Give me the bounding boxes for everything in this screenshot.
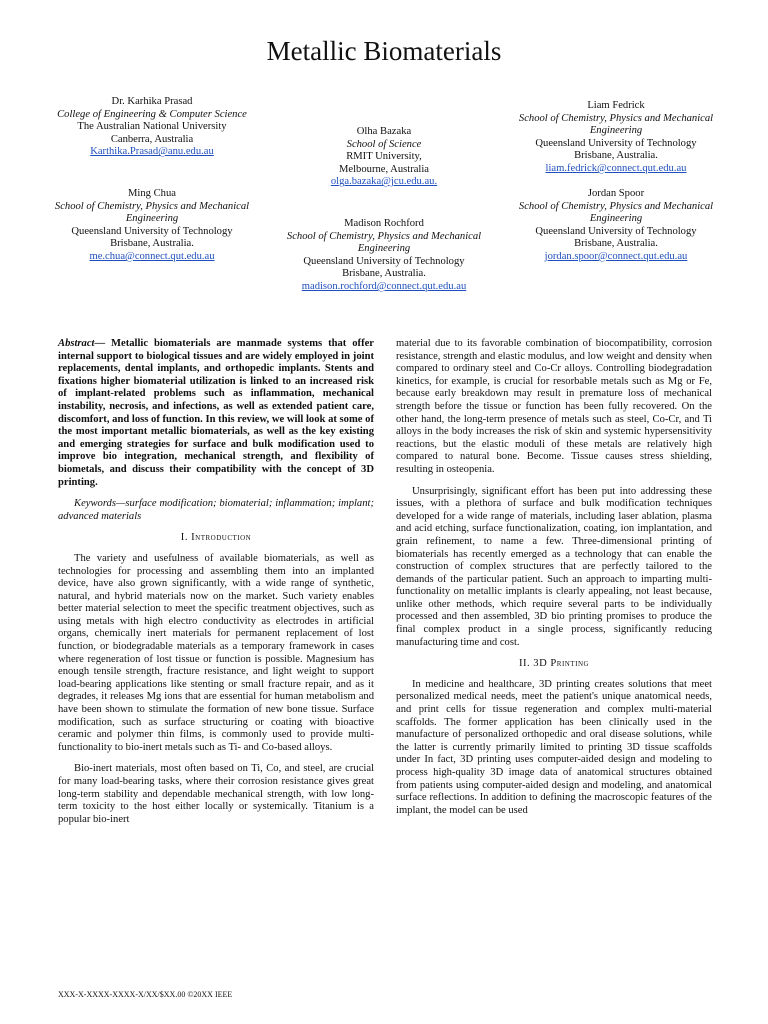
body-paragraph: Unsurprisingly, significant effort has been put into addressing these issues, with a plethora of surface and bulk modification techniques developed for a wide range of materials, including laser ablation, plasma and acid etching, surface functionalization, coating, ion implantation, and grain refinement, to name a few. Three-dimensional printing of biomaterials has recently emerged as a technology that can enable the construction of complex structures that are perfectly tailored to the demands of the particular patient. Such an approach to imparting multi-functionality on metallic implants is clearly appealing, not least because, unlike other methods, which require several parts to be individually processed and then assembled, 3D bio printing promises to produce the final complex product in a single process, significantly reducing manufacturing time and cost.	[396, 485, 712, 648]
author-institution: Queensland University of Technology	[303, 255, 465, 267]
author-location: Brisbane, Australia.	[110, 238, 194, 250]
author-location: Brisbane, Australia.	[574, 150, 658, 162]
printing-paragraph: In medicine and healthcare, 3D printing creates solutions that meet personalized medical needs, meet the patient's unique anatomical needs, and print cells for tissue regeneration and complex multi-material scaffolds. The former application has been clinically used in the manufacture of personalized orthopedic and oral disease solutions, while the latter is currently primarily limited to printing 3D tissue scaffolds under In fact, 3D printing uses computer-aided design and modeling to process high-quality 3D image data of anatomical structures obtained from patients using computer-aided design and modeling, and anatomical surface reflections. In addition to defining the macroscopic features of the implant, the model can be used	[396, 678, 712, 816]
abstract-label: Abstract	[58, 338, 95, 349]
author-name: Madison Rochford	[344, 218, 424, 229]
paper-title: Metallic Biomaterials	[266, 36, 502, 66]
keywords: Keywords—surface modification; biomaterial; inflammation; implant; advanced materials	[58, 498, 374, 522]
author-name: Liam Fedrick	[587, 100, 645, 111]
author-email-link[interactable]: madison.rochford@connect.qut.edu.au	[301, 280, 467, 292]
copyright-footer: XXX-X-XXXX-XXXX-X/XX/$XX.00 ©20XX IEEE	[58, 990, 233, 999]
abstract-text: Metallic biomaterials are manmade systems that offer internal support to biological tissues and are widely employed in joint replacements, dental implants, and orthopedic implants. Stents and fixations higher biomaterial utilization is linked to an increased risk of implant-related problems such as inflammation, mechanical instability, necrosis, and infections, as well as extended patient care, discomfort, and loss of function. In this review, we will look at some of the most important metallic biomaterials, as well as the key existing and emerging strategies for surface and bulk modification used to improve bio integration, mechanical strength, and flexibility of biometals, and discuss their compatibility with the concept of 3D printing.	[58, 338, 374, 488]
author-location: Brisbane, Australia.	[342, 268, 426, 280]
author-name: Dr. Karhika Prasad	[111, 96, 193, 107]
author-location: Canberra, Australia	[110, 133, 194, 145]
abstract-dash: —	[94, 338, 106, 349]
author-affiliation: College of Engineering & Computer Science	[57, 108, 247, 120]
author-email-link[interactable]: Karthika.Prasad@anu.edu.au	[90, 146, 214, 158]
author-name: Olha Bazaka	[356, 126, 412, 137]
author-institution: RMIT University,	[346, 151, 422, 163]
body-paragraph: material due to its favorable combination of biocompatibility, corrosion resistance, strength and elastic modulus, and low weight and density when compared to ordinary steel and Co-Cr alloys. Controlling biodegradation kinetics, for example, is crucial for resorbable metals such as Mg or Fe, because early breakdown may result in premature loss of mechanical strength before the tissue or function has been fully recovered. On the other hand, the long-term presence of metals such as steel, Co-Cr, and Ti alloys in the body increases the risk of skin and systemic hypersensitivity reactions, but the elastic moduli of these metals are relatively high compared to natural bone. Become. Tissue causes stress shielding, resulting in osteopenia.	[396, 338, 712, 475]
right-column	[396, 338, 712, 826]
author-location: Brisbane, Australia.	[574, 238, 658, 250]
author-affiliation: School of Chemistry, Physics and Mechanical Engineering	[286, 230, 482, 255]
author-email-link[interactable]: liam.fedrick@connect.qut.edu.au	[545, 162, 687, 174]
author-institution: The Australian National University	[77, 121, 227, 133]
section-heading-introduction: I. Introduction	[180, 532, 252, 544]
author-block	[286, 126, 482, 189]
author-name: Jordan Spoor	[587, 188, 645, 199]
author-affiliation: School of Chemistry, Physics and Mechanical Engineering	[54, 200, 250, 225]
author-block	[54, 96, 250, 159]
author-block	[518, 100, 714, 176]
author-name: Ming Chua	[128, 188, 176, 199]
author-location: Melbourne, Australia	[338, 163, 430, 175]
author-block	[282, 218, 486, 294]
author-email-link[interactable]: olga.bazaka@jcu.edu.au.	[330, 176, 438, 188]
left-column	[58, 338, 374, 835]
abstract	[58, 338, 374, 489]
author-institution: Queensland University of Technology	[535, 137, 697, 149]
author-block	[54, 188, 250, 264]
author-affiliation: School of Chemistry, Physics and Mechanical Engineering	[518, 200, 714, 225]
intro-paragraph: Bio-inert materials, most often based on Ti, Co, and steel, are crucial for many load-bearing tasks, where their corrosion resistance gives great long-term stability and dependable mechanical strength, with low long-term toxicity to the host either locally or systemically. Titanium is a popular bio-inert	[58, 763, 374, 825]
section-heading-3d-printing: II. 3D Printing	[518, 658, 590, 670]
intro-paragraph: The variety and usefulness of available biomaterials, as well as technologies for processing and assembling them into an implanted device, have also grown significantly, with a wide range of synthetic, natural, and hybrid materials now on the market. Such variety enables better material selection to meet the specific treatment objectives, such as using metals with high electro conductivity as electrodes in artificial organs, chemically inert materials for permanent replacement of lost function, or biodegradable materials as a temporary framework in cases where regeneration of lost tissue or function is possible. Magnesium has enough tensile strength, fracture resistance, and light weight to support load-bearing applications like stenting or small fracture repair, and as it degrades, it releases Mg ions that are essential for human metabolism and have been shown to stimulate the formation of new bone tissue. Surface modification, such as surface structuring or coating with bioactive ceramic and polymer thin films, is commonly used to provide multi-functionality to bio-inert metals such as Ti- and Co-based alloys.	[58, 552, 374, 753]
author-institution: Queensland University of Technology	[71, 225, 233, 237]
author-institution: Queensland University of Technology	[535, 225, 697, 237]
author-affiliation: School of Chemistry, Physics and Mechanical Engineering	[518, 112, 714, 137]
author-affiliation: School of Science	[346, 138, 422, 150]
author-email-link[interactable]: jordan.spoor@connect.qut.edu.au	[544, 250, 688, 262]
author-email-link[interactable]: me.chua@connect.qut.edu.au	[89, 250, 215, 262]
author-block	[518, 188, 714, 264]
